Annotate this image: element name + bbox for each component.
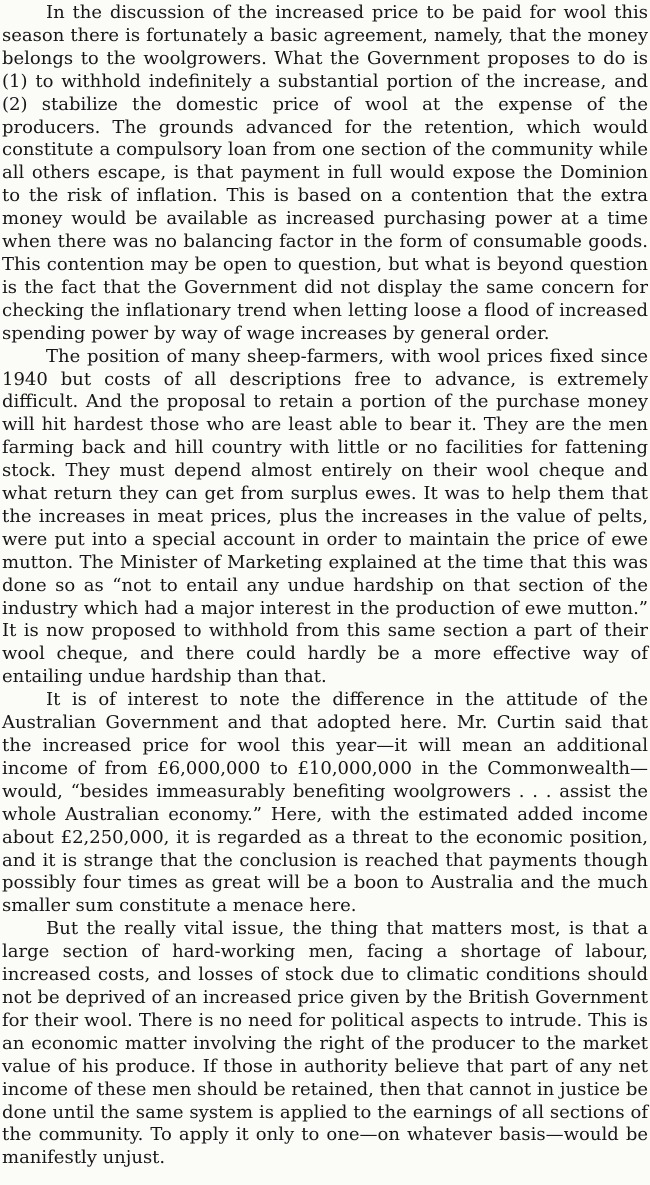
paragraph-3: It is of interest to note the difference in the attitude of the Australian Government and that adopted here. Mr. Curtin said that the increased price for wool this year—it will mean an additional income of from £6,000,000 to £10,000,000 in the Commonwealth—would, “besides immeasurably benefiting woolgrowers . . . assist the whole Australian economy.” Here, with the estimated added income about £2,250,000, it is regarded as a threat to the economic position, and it is strange that the conclusion is reached that payments though possibly four times as great will be a boon to Australia and the much smaller sum constitute a menace here. <box>2 689 648 917</box>
article-body <box>2 2 648 1170</box>
paragraph-1: In the discussion of the increased price to be paid for wool this season there is fortunately a basic agreement, namely, that the money belongs to the woolgrowers. What the Government proposes to do is (1) to withhold indefinitely a substantial portion of the increase, and (2) stabilize the domestic price of wool at the expense of the producers. The grounds advanced for the retention, which would constitute a compulsory loan from one section of the community while all others escape, is that payment in full would expose the Dominion to the risk of inflation. This is based on a contention that the extra money would be available as increased purchasing power at a time when there was no balancing factor in the form of consumable goods. This contention may be open to question, but what is beyond question is the fact that the Government did not display the same concern for checking the inflationary trend when letting loose a flood of increased spending power by way of wage increases by general order. <box>2 2 648 344</box>
paragraph-2: The position of many sheep-farmers, with wool prices fixed since 1940 but costs of all descriptions free to advance, is extremely difficult. And the proposal to retain a portion of the purchase money will hit hardest those who are least able to bear it. They are the men farming back and hill country with little or no facilities for fattening stock. They must depend almost entirely on their wool cheque and what return they can get from surplus ewes. It was to help them that the increases in meat prices, plus the increases in the value of pelts, were put into a special account in order to maintain the price of ewe mutton. The Minister of Marketing explained at the time that this was done so as “not to entail any undue hardship on that section of the industry which had a major interest in the production of ewe mutton.” It is now proposed to withhold from this same section a part of their wool cheque, and there could hardly be a more effective way of entailing undue hardship than that. <box>2 345 648 688</box>
paragraph-4: But the really vital issue, the thing that matters most, is that a large section of hard-working men, facing a shortage of labour, increased costs, and losses of stock due to climatic conditions should not be deprived of an increased price given by the British Government for their wool. There is no need for political aspects to intrude. This is an economic matter involving the right of the producer to the market value of his produce. If those in authority believe that part of any net income of these men should be retained, then that cannot in justice be done until the same system is applied to the earnings of all sections of the community. To apply it only to one—on whatever basis—would be manifestly unjust. <box>2 918 648 1169</box>
